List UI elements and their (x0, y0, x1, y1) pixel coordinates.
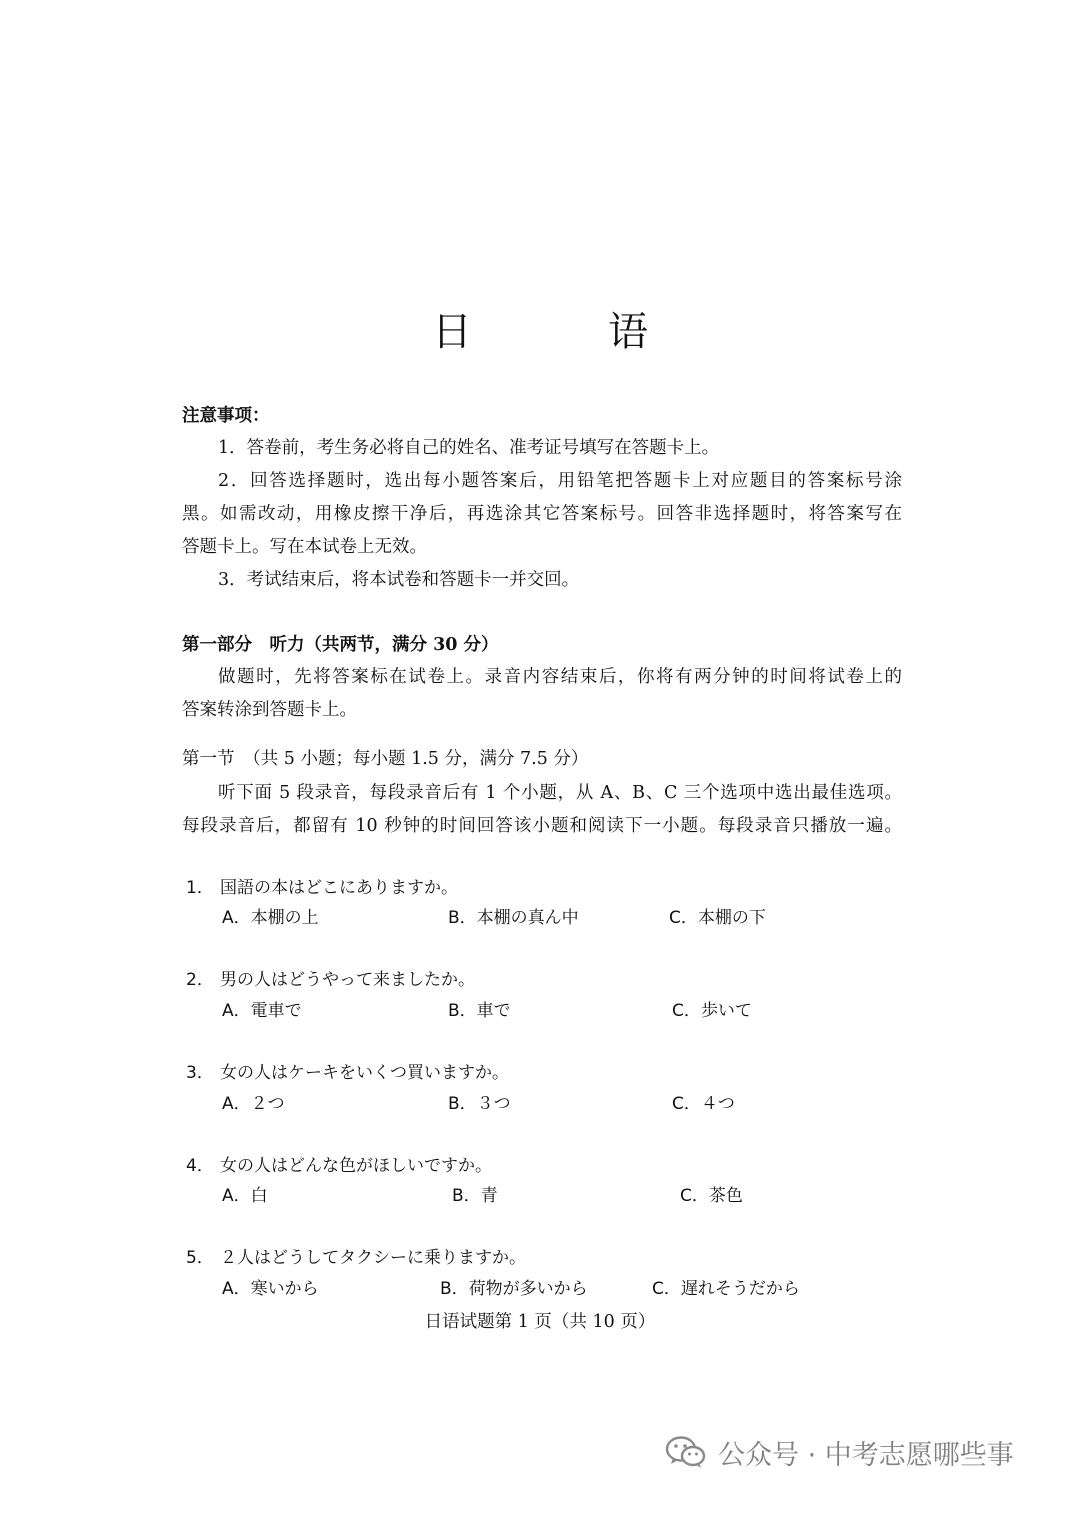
question-number: 4． (186, 1156, 214, 1176)
question-number: 3． (186, 1063, 214, 1083)
question-text: ２人はどうしてタクシーに乗りますか。 (220, 1248, 526, 1268)
option-b: B．３つ (448, 1094, 511, 1114)
watermark-text: 公众号 · 中考志愿哪些事 (718, 1439, 1014, 1471)
notice-item: 2．回答选择题时，选出每小题答案后，用铅笔把答题卡上对应题目的答案标号涂 (218, 471, 902, 491)
option-b: B．車で (448, 1001, 511, 1021)
notice-item: 答题卡上。写在本试卷上无效。 (182, 537, 427, 557)
option-c: C．遅れそうだから (652, 1279, 800, 1299)
part-heading: 第一部分 听力（共两节，满分 30 分） (182, 635, 499, 655)
option-b: B．青 (452, 1186, 498, 1206)
option-c: C．４つ (672, 1094, 735, 1114)
question-text: 女の人はケーキをいくつ買いますか。 (220, 1063, 509, 1083)
option-a: A．寒いから (222, 1279, 319, 1299)
question-text: 国語の本はどこにありますか。 (220, 878, 458, 898)
question-text: 女の人はどんな色がほしいですか。 (220, 1156, 492, 1176)
option-c: C．茶色 (680, 1186, 743, 1206)
option-a: A．本棚の上 (222, 908, 319, 928)
part-instruction: 做题时，先将答案标在试卷上。录音内容结束后，你将有两分钟的时间将试卷上的 (218, 667, 902, 687)
page-title: 日 语 (432, 309, 696, 355)
notice-heading: 注意事项： (182, 406, 270, 426)
watermark (664, 1432, 1014, 1472)
section-instruction: 每段录音后，都留有 10 秒钟的时间回答该小题和阅读下一小题。每段录音只播放一遍。 (182, 816, 902, 836)
notice-item: 黑。如需改动，用橡皮擦干净后，再选涂其它答案标号。回答非选择题时，将答案写在 (182, 504, 902, 524)
option-b: B．荷物が多いから (440, 1279, 588, 1299)
notice-item: 1．答卷前，考生务必将自己的姓名、准考证号填写在答题卡上。 (218, 438, 720, 458)
question-number: 5． (186, 1248, 214, 1268)
option-a: A．白 (222, 1186, 268, 1206)
page-footer: 日语试题第 1 页（共 10 页） (424, 1312, 656, 1332)
section-heading: 第一节 （共 5 小题；每小题 1.5 分，满分 7.5 分） (182, 749, 589, 769)
option-c: C．本棚の下 (669, 908, 766, 928)
question-text: 男の人はどうやって来ましたか。 (220, 970, 475, 990)
option-c: C．歩いて (672, 1001, 752, 1021)
part-instruction: 答案转涂到答题卡上。 (182, 700, 357, 720)
question-number: 1． (186, 878, 214, 898)
section-instruction: 听下面 5 段录音，每段录音后有 1 个小题，从 A、B、C 三个选项中选出最佳选项。 (218, 783, 902, 803)
question-number: 2． (186, 970, 214, 990)
option-a: A．２つ (222, 1094, 285, 1114)
wechat-icon (664, 1434, 708, 1470)
notice-item: 3．考试结束后，将本试卷和答题卡一并交回。 (218, 570, 580, 590)
option-a: A．電車で (222, 1001, 302, 1021)
option-b: B．本棚の真ん中 (448, 908, 579, 928)
